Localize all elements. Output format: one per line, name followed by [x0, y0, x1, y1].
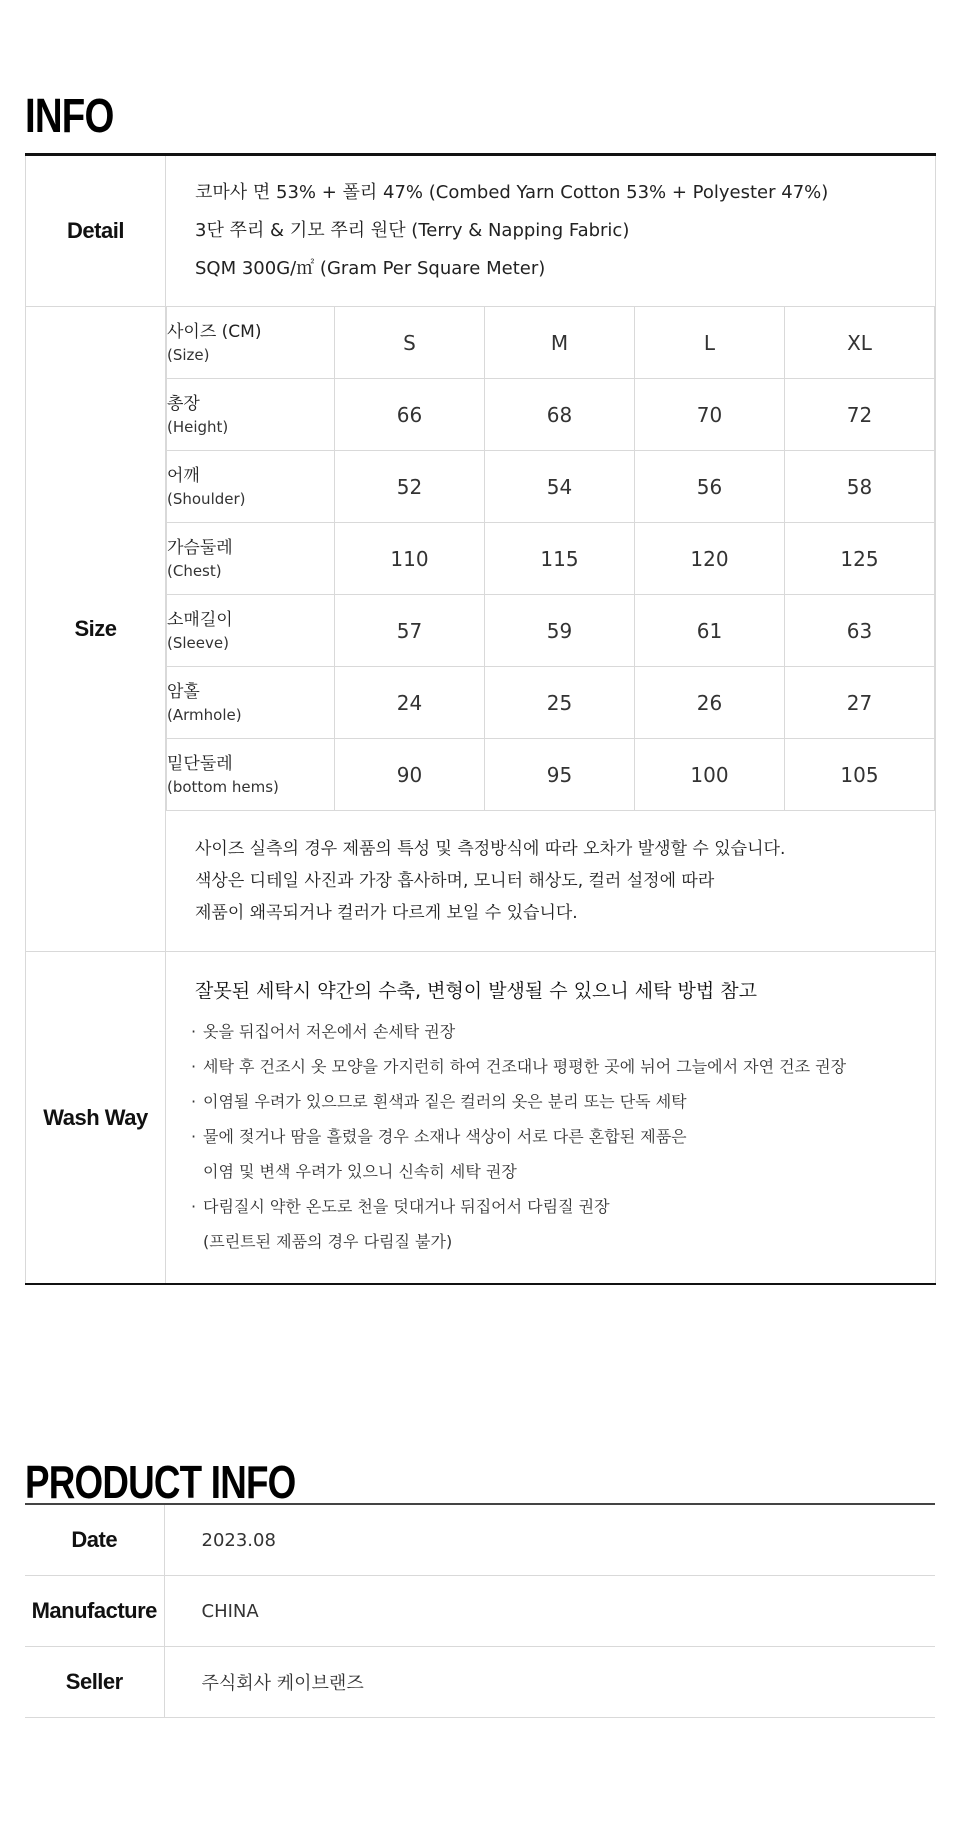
row-label-ko: 총장 [167, 393, 200, 414]
bullet: · [191, 1127, 197, 1146]
size-value: 58 [785, 451, 935, 523]
wash-item-subtext: (프린트된 제품의 경우 다림질 불가) [203, 1232, 453, 1251]
detail-line: SQM 300G/㎡ (Gram Per Square Meter) [195, 258, 546, 279]
measure-label [167, 667, 335, 739]
size-value: 24 [335, 667, 485, 739]
size-value: 56 [635, 451, 785, 523]
wash-title: 잘못된 세탁시 약간의 수축, 변형이 발생될 수 있으니 세탁 방법 참고 [195, 980, 757, 1002]
wash-item-text: 세탁 후 건조시 옷 모양을 가지런히 하여 건조대나 평평한 곳에 뉘어 그늘에서 자연 건조 권장 [203, 1057, 847, 1076]
size-value: 110 [335, 523, 485, 595]
wash-label: Wash Way [26, 952, 166, 1285]
row-label-en: (Size) [167, 345, 210, 364]
row-label-en: (Shoulder) [167, 489, 246, 508]
size-header-cell: S [335, 307, 485, 379]
notice-line: 색상은 디테일 사진과 가장 흡사하며, 모니터 해상도, 컬러 설정에 따라 [195, 871, 715, 891]
measure-label [167, 595, 335, 667]
size-label: Size [26, 307, 166, 952]
size-value: 66 [335, 379, 485, 451]
product-info-heading: PRODUCT INFO [25, 1456, 296, 1508]
detail-label: Detail [26, 155, 166, 307]
info-heading: INFO [25, 90, 114, 143]
bullet: · [191, 1092, 197, 1111]
row-label-en: (bottom hems) [167, 777, 279, 796]
row-label-ko: 암홀 [167, 681, 200, 702]
bullet: · [191, 1197, 197, 1216]
bullet: · [191, 1057, 197, 1076]
wash-item-text: 다림질시 약한 온도로 천을 덧대거나 뒤집어서 다림질 권장 [203, 1197, 610, 1216]
wash-item [191, 1189, 935, 1224]
bullet: · [191, 1022, 197, 1041]
size-value: 27 [785, 667, 935, 739]
wash-item [191, 1084, 935, 1119]
size-notice [166, 810, 935, 951]
row-label-ko: 어깨 [167, 465, 200, 486]
row-label-en: (Sleeve) [167, 633, 229, 652]
measure-label [167, 379, 335, 451]
size-value: 120 [635, 523, 785, 595]
measure-label [167, 451, 335, 523]
size-value: 70 [635, 379, 785, 451]
size-measure-row [167, 379, 935, 451]
detail-content [166, 155, 936, 307]
size-value: 61 [635, 595, 785, 667]
wash-item-text: 물에 젖거나 땀을 흘렸을 경우 소재나 색상이 서로 다른 혼합된 제품은 [203, 1127, 687, 1146]
size-value: 100 [635, 739, 785, 811]
size-measure-row [167, 595, 935, 667]
size-value: 57 [335, 595, 485, 667]
size-value: 26 [635, 667, 785, 739]
wash-item [191, 1014, 935, 1049]
date-label: Date [25, 1504, 164, 1576]
manufacture-label: Manufacture [25, 1576, 164, 1647]
row-label-ko: 가슴둘레 [167, 537, 233, 558]
size-value: 105 [785, 739, 935, 811]
size-header-cell: M [485, 307, 635, 379]
wash-content [166, 952, 936, 1285]
size-value: 54 [485, 451, 635, 523]
manufacture-value: CHINA [164, 1576, 935, 1647]
size-value: 59 [485, 595, 635, 667]
info-table [25, 153, 936, 1285]
size-chart [166, 307, 935, 810]
size-value: 25 [485, 667, 635, 739]
size-header-cell: XL [785, 307, 935, 379]
date-value: 2023.08 [164, 1504, 935, 1576]
row-label-en: (Chest) [167, 561, 222, 580]
size-measure-row [167, 739, 935, 811]
product-info-row [25, 1504, 935, 1576]
size-value: 52 [335, 451, 485, 523]
detail-line: 3단 쭈리 & 기모 쭈리 원단 (Terry & Napping Fabric) [195, 220, 630, 241]
size-row [26, 307, 936, 952]
wash-item-subtext: 이염 및 변색 우려가 있으니 신속히 세탁 권장 [203, 1162, 517, 1181]
notice-line: 사이즈 실측의 경우 제품의 특성 및 측정방식에 따라 오차가 발생할 수 있습니다. [195, 839, 786, 859]
detail-line: 코마사 면 53% + 폴리 47% (Combed Yarn Cotton 53% + Polyester 47%) [195, 182, 829, 203]
wash-item [191, 1119, 935, 1154]
size-value: 90 [335, 739, 485, 811]
product-info-row [25, 1576, 935, 1647]
size-value: 125 [785, 523, 935, 595]
size-value: 95 [485, 739, 635, 811]
size-header-label [167, 307, 335, 379]
product-info-table [25, 1503, 935, 1718]
size-value: 115 [485, 523, 635, 595]
size-measure-row [167, 667, 935, 739]
wash-item [191, 1049, 935, 1084]
seller-value: 주식회사 케이브랜즈 [164, 1647, 935, 1718]
product-info-row [25, 1647, 935, 1718]
row-label-ko: 소매길이 [167, 609, 233, 630]
size-measure-row [167, 523, 935, 595]
measure-label [167, 523, 335, 595]
detail-row [26, 155, 936, 307]
size-measure-row [167, 451, 935, 523]
seller-label: Seller [25, 1647, 164, 1718]
size-value: 63 [785, 595, 935, 667]
size-header-row [167, 307, 935, 379]
row-label-ko: 밑단둘레 [167, 753, 233, 774]
measure-label [167, 739, 335, 811]
size-content [166, 307, 936, 952]
size-header-cell: L [635, 307, 785, 379]
wash-item-text: 옷을 뒤집어서 저온에서 손세탁 권장 [203, 1022, 456, 1041]
row-label-ko: 사이즈 (CM) [167, 321, 262, 342]
row-label-en: (Armhole) [167, 705, 242, 724]
wash-item-text: 이염될 우려가 있으므로 흰색과 짙은 컬러의 옷은 분리 또는 단독 세탁 [203, 1092, 687, 1111]
wash-row [26, 952, 936, 1285]
size-value: 72 [785, 379, 935, 451]
row-label-en: (Height) [167, 417, 229, 436]
notice-line: 제품이 왜곡되거나 컬러가 다르게 보일 수 있습니다. [195, 903, 578, 923]
size-value: 68 [485, 379, 635, 451]
